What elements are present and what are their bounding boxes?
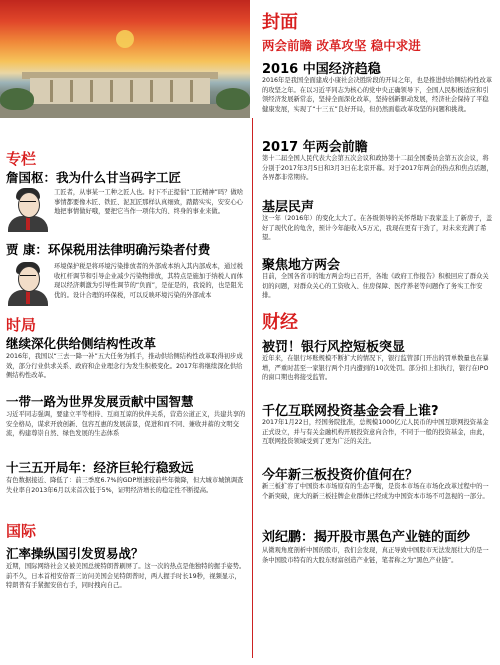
article-title[interactable]: 汇率操纵国引发贸易战？ bbox=[6, 546, 144, 561]
article-summary: 习近平同志强调，要建立平等相待、互商互谅的伙伴关系，营造公道正义，共建共享的安全格局，谋求开放创新、包容互惠的发展前景，促进和而不同、兼收并蓄的文明交流，构建尊崇自然、绿色发展的生态体系 bbox=[6, 411, 246, 437]
article-summary: 从微观角度剖析中国的股市，我们会发现，真正导致中国股市无法发展壮大的是一条中国股市特有的大股东财富创造产业链，笔者称之为“黑色产业链”。 bbox=[262, 547, 489, 564]
article-summary: 2017年1月22日，经国务院批准，总规模1000亿元人民币的中国互联网投资基金正式设立，并与有关金融机构开展投资意向合作，不同于一般的投资基金，由此，互联网投资领域受到了更为广泛的关注。 bbox=[262, 419, 489, 445]
article-summary: 2016年是我国全面建成小康社会决胜阶段的开局之年，也是推进供给侧结构性改革的攻坚之年。在以习近平同志为核心的党中央正确领导下，全国人民积极适应和引领经济发展新常态，坚持全面深化改革，坚持创新驱动发展，经济社会保持了平稳健康发展，实现了“十三五”良好开局，但仍然面临改革攻坚的问题和挑战。 bbox=[262, 77, 493, 113]
section-shiju: 时局 bbox=[6, 316, 37, 334]
article-title[interactable]: 继续深化供给侧结构性改革 bbox=[6, 336, 157, 351]
author-portrait bbox=[6, 186, 50, 232]
column-divider bbox=[252, 118, 253, 658]
article-title[interactable]: 刘纪鹏：揭开股市黑色产业链的面纱 bbox=[262, 530, 471, 545]
article-summary: 近期，国际网络社会又被美国总统特朗普刷屏了。这一次的热点是他独特的握手姿势。前不久，日本首相安倍晋三访问美国会见特朗普时，两人握手时长19秒，视频显示，特朗普有手紧握安倍右手，同时拽向自己。 bbox=[6, 563, 246, 589]
article-summary: 有色数据接近、降低了：前三季度6.7%的GDP增速较前些年微降，但大城市城镇调查失业率自2013年6月以来首次低于5%，证明经济增长的稳定性不断提高。 bbox=[6, 477, 244, 494]
cover-subtitle: 两会前瞻 改革攻坚 稳中求进 bbox=[262, 38, 421, 53]
article-summary: 2016年，我国以“三去一降一补”五大任务为抓手，推动供给侧结构性改革取得初步成效，部分行业供求关系、政府和企业理念行为发生积极变化。2017年将继续深化供给侧结构性改革。 bbox=[6, 353, 243, 379]
article-summary: 环境保护税是将环境污染排放者的外部成本纳入其内部成本，通过税收杠杆调节和引导企业减少污染物排放，其特点是施加于纳税人而体现以经济刺激为引导性调节的“负面”，是征是的，我说的，也是阻光优的。设计合理的环保税，可以反映环境污染的外部成本 bbox=[54, 263, 244, 299]
article-summary: 工匠者，从事某一工种之匠人也。时下不正提倡“工匠精神”吗？做啥事情都要像木匠、铁匠、泥瓦匠那样认真细致，踏踏实实，安安心心地把事情做好哦，要把它当作一项伟大的、终身的事业来做。 bbox=[54, 189, 244, 215]
article-title[interactable]: 被罚！银行风控短板突显 bbox=[262, 340, 406, 355]
article-summary: 第十二届全国人民代表大会第五次会议和政协第十二届全国委员会第五次会议，将分别于2017年3月5日和3月3日在北京开幕。对于2017年两会的热点和焦点话题，各界都非常期待。 bbox=[262, 155, 493, 181]
emblem-glow bbox=[116, 30, 134, 48]
article-summary: 近年来，在银行坏账规模不断扩大的情况下，银行监管部门开出的罚单数量也在暴增，严重时甚至一家银行两个月内遭到的10次处罚。部分扣上扣执行，银行在IPO的窗口期也将接受监管。 bbox=[262, 355, 489, 381]
article-title[interactable]: 今年新三板投资价值何在？ bbox=[262, 468, 419, 483]
article-title[interactable]: 千亿互联网投资基金会看上谁? bbox=[262, 404, 439, 419]
section-zhuanlan: 专栏 bbox=[6, 150, 37, 168]
author-portrait bbox=[6, 260, 50, 306]
great-hall-photo bbox=[0, 0, 250, 118]
right-column bbox=[258, 0, 496, 665]
section-caijing: 财经 bbox=[262, 312, 298, 333]
article-title[interactable]: 2016 中国经济趋稳 bbox=[262, 62, 381, 77]
article-summary: 目前，全国各省市的地方两会均已召开，各地《政府工作报告》积极回应了群众关切的问题，对群众关心的工资收入、住房保障、医疗养老等问题作了务实工作安排。 bbox=[262, 273, 489, 299]
section-guoji: 国际 bbox=[6, 522, 37, 540]
article-title[interactable]: 基层民声 bbox=[262, 200, 315, 215]
article-title[interactable]: 聚焦地方两会 bbox=[262, 258, 341, 273]
section-cover: 封面 bbox=[262, 12, 298, 33]
article-title[interactable]: 2017 年两会前瞻 bbox=[262, 140, 368, 155]
article-title[interactable]: 詹国枢：我为什么甘当码字工匠 bbox=[6, 170, 182, 185]
article-title[interactable]: 贾 康：环保税用法律明确污染者付费 bbox=[6, 242, 211, 257]
article-summary: 这一年（2016年）的变化太大了。在各级领导的关怀帮助下我家盖上了新房子，盖好了现代化的龟舍，预计今年能收入5万元，我现在更有干劲了，对未来充满了希望。 bbox=[262, 215, 493, 241]
article-summary: 新三板扩容了中国资本市场原有的生态平衡，是资本市场在市场化改革过程中的一个新突破，庞大的新三板挂牌企业群体已经成为中国资本市场不可忽视的一部分。 bbox=[262, 483, 489, 500]
article-title[interactable]: 十三五开局年：经济巨轮行稳致远 bbox=[6, 460, 194, 475]
article-title[interactable]: 一带一路为世界发展贡献中国智慧 bbox=[6, 394, 194, 409]
building bbox=[30, 78, 210, 104]
